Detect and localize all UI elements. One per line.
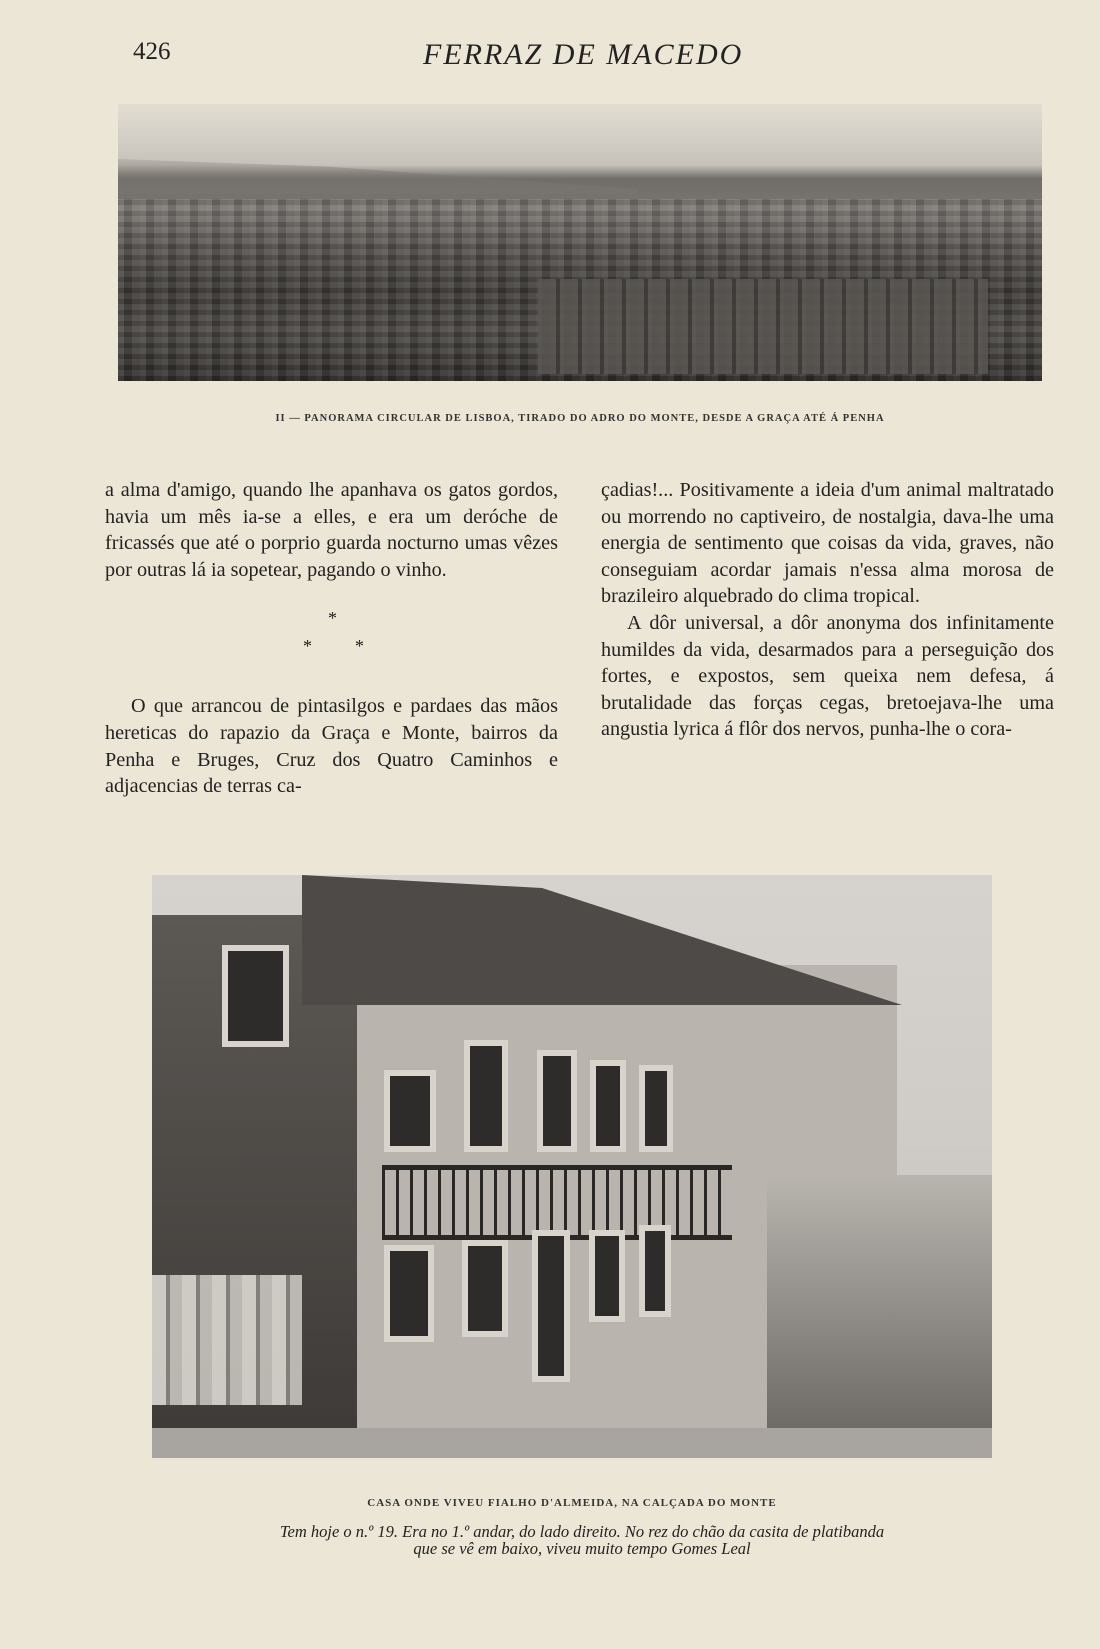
- house-photo-window: [590, 1060, 626, 1152]
- panorama-photo: [118, 104, 1042, 381]
- text-column-left: [105, 477, 558, 800]
- house-photo-street: [152, 1428, 992, 1458]
- house-caption-line: que se vê em baixo, viveu muito tempo Gomes Leal: [413, 1539, 751, 1558]
- house-caption-line: Tem hoje o n.º 19. Era no 1.º andar, do lado direito. No rez do chão da casita de platibanda: [279, 1522, 885, 1541]
- house-photo-window: [384, 1245, 434, 1342]
- section-asterisk: *: [355, 636, 364, 657]
- house-photo-window: [384, 1070, 436, 1152]
- house-photo-window: [462, 1240, 508, 1337]
- paragraph-left-1: a alma d'amigo, quando lhe apanhava os gatos gordos, havia um mês ia-se a elles, e era um deróche de fricassés que até o porprio guarda nocturno umas vêzes por outras lá ia sopetear, pagando o vinho.: [105, 479, 558, 581]
- house-photo-window: [639, 1065, 673, 1152]
- house-photo-window: [222, 945, 289, 1047]
- house-photo-window: [589, 1230, 625, 1322]
- panorama-caption: II — PANORAMA CIRCULAR DE LISBOA, TIRADO DO ADRO DO MONTE, DESDE A GRAÇA ATÉ Á PENHA: [275, 413, 885, 424]
- house-photo-right-building: [767, 1175, 992, 1428]
- running-head: FERRAZ DE MACEDO: [423, 38, 744, 71]
- panorama-large-building: [538, 279, 988, 374]
- paragraph-left-2: O que arrancou de pintasilgos e pardaes das mãos hereticas do rapazio da Graça e Monte, bairros da Penha e Bruges, Cruz dos Quatro Caminhos e adjacencias de terras ca-: [105, 695, 558, 798]
- paragraph-right-2: A dôr universal, a dôr anonyma dos infinitamente humildes da vida, desarmados para a perseguição dos fortes, e expostos, sem queixa nem defesa, á brutalidade das forças cegas, bretoejava-lhe uma angustia lyrica á flôr dos nervos, punha-lhe o cora-: [601, 611, 1054, 741]
- house-photo-window: [639, 1225, 671, 1317]
- text-column-right: [601, 477, 1054, 743]
- house-photo-roof: [302, 875, 902, 1005]
- house-photo-door: [532, 1230, 570, 1382]
- house-caption-body: [182, 1523, 982, 1557]
- house-photo-window: [464, 1040, 508, 1152]
- house-photo-balcony: [382, 1165, 732, 1240]
- page-number: 426: [133, 38, 171, 65]
- section-asterisk: *: [328, 608, 337, 629]
- section-asterisk: *: [303, 636, 312, 657]
- house-photo-laundry: [152, 1275, 302, 1405]
- house-photo-window: [537, 1050, 577, 1152]
- section-break: [105, 583, 558, 693]
- panorama-hills: [118, 144, 638, 194]
- house-photo: [152, 875, 992, 1458]
- paragraph-right-1: çadias!... Positivamente a ideia d'um animal maltratado ou morrendo no captiveiro, de nostalgia, dava-lhe uma energia de sentimento que coisas da vida, graves, não conseguiam acordar jamais n'essa alma morosa de brazileiro alquebrado do clima tropical.: [601, 479, 1054, 608]
- house-caption-title: CASA ONDE VIVEU FIALHO D'ALMEIDA, NA CALÇADA DO MONTE: [367, 1497, 777, 1509]
